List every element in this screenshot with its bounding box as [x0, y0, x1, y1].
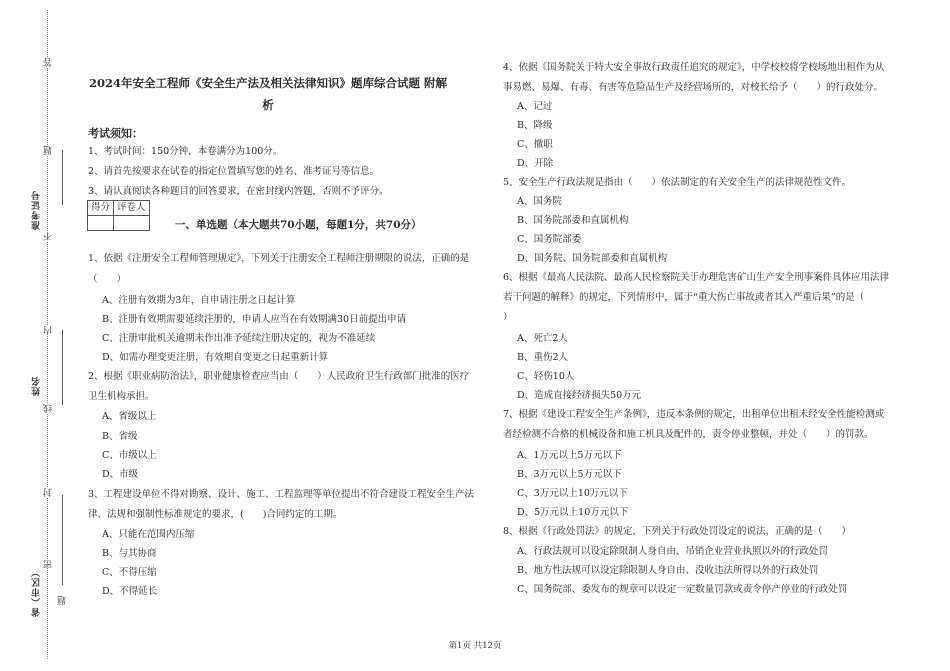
option-line: A、国务院 [517, 196, 562, 207]
option-line: A、注册有效期为3年，自申请注册之日起计算 [102, 295, 296, 306]
question-line: 事易燃、易爆、有毒、有害等危险品生产及经营场所的，对校长给予（ ）的行政处分。 [503, 82, 884, 93]
option-line: D、5万元以上10万元以下 [517, 507, 629, 518]
name-line [62, 330, 63, 405]
margin-char-da: 答 [44, 58, 54, 67]
margin-char-ti-bottom: 题 [58, 596, 68, 605]
option-line: B、注册有效期需要延续注册的，申请人应当在有效期满30日前提出申请 [102, 314, 407, 325]
option-line: B、国务院部委和直属机构 [517, 215, 629, 226]
option-line: A、1万元以上5万元以下 [517, 450, 622, 461]
page-title [88, 72, 448, 116]
option-line: C、撤职 [517, 139, 553, 150]
margin-char-nei: 内 [44, 326, 54, 335]
section-heading: 一、单选题（本大题共70小题，每题1分，共70分） [175, 219, 422, 231]
option-line: C、国务院部委 [517, 234, 582, 245]
page-footer: 第1页 共12页 [448, 641, 502, 651]
option-line: A、记过 [517, 101, 553, 112]
exam-note-1: 1、考试时间：150分钟，本卷满分为100分。 [88, 146, 283, 157]
question-line: 6、根据《最高人民法院、最高人民检察院关于办理危害矿山生产安全刑事案件具体应用法律 [503, 272, 890, 283]
margin-char-bu: 不 [44, 232, 54, 241]
question-line: 若干问题的解释》的规定，下列情形中，属于“重大伤亡事故或者其入严重后果”的是（ [503, 292, 865, 303]
option-line: C、市级以上 [102, 450, 157, 461]
exam-no-line [62, 150, 63, 205]
page-title-line-1: 2024年安全工程师《安全生产法及相关法律知识》题库综合试题 附解 [88, 76, 447, 90]
page-title-line-2: 析 [262, 98, 274, 112]
option-line: D、开除 [517, 158, 554, 169]
margin-char-ti-top: 题 [44, 146, 54, 155]
exam-number-label: 准考证号 [32, 190, 42, 230]
option-line: C、国务院部、委发布的规章可以设定一定数量罚款或责令停产停业的行政处罚 [517, 584, 848, 595]
option-line: D、不得延长 [102, 586, 158, 597]
question-line: 4、依据《国务院关于特大安全事故行政责任追究的规定》，中学校校将学校场地出租作为从 [503, 62, 885, 73]
question-line: 1、依据《注册安全工程师管理规定》，下列关于注册安全工程师注册期限的说法，正确的是 [88, 253, 470, 264]
question-line: 3、工程建设单位不得对勘察、设计、施工、工程监理等单位提出不符合建设工程安全生产法 [88, 489, 475, 500]
region-line [62, 495, 63, 585]
option-line: C、轻伤10人 [517, 371, 575, 382]
option-line: C、3万元以上10万元以下 [517, 488, 628, 499]
question-line: ） [503, 312, 513, 323]
option-line: C、不得压缩 [102, 567, 157, 578]
region-label: 省（市区） [32, 567, 42, 617]
margin-char-xian: 线 [44, 404, 54, 413]
option-line: D、市级 [102, 469, 139, 480]
option-line: B、降级 [517, 120, 553, 131]
question-line: 8、根据《行政处罚法》的规定，下列关于行政处罚设定的说法，正确的是（ ） [503, 526, 852, 537]
question-line: 卫生机构承担。 [88, 391, 155, 402]
option-line: A、省级以上 [102, 411, 157, 422]
question-line: 5、安全生产行政法规是指由（ ）依法制定的有关安全生产的法律规范性文件。 [503, 177, 852, 188]
question-line: 者经检测不合格的机械设备和施工机具及配件的，责令停业整顿，并处（ ）的罚款。 [503, 429, 874, 440]
question-line: 7、根据《建设工程安全生产条例》，违反本条例的规定，出租单位出租未经安全性能检测或 [503, 409, 885, 420]
option-line: B、地方性法规可以设定除限制人身自由、没收违法所得以外的行政处罚 [517, 565, 819, 576]
option-line: B、3万元以上5万元以下 [517, 469, 622, 480]
option-line: D、国务院、国务院部委和直属机构 [517, 253, 668, 264]
grader-cell-value [114, 216, 150, 231]
question-line: （ ） [88, 274, 127, 285]
exam-note-2: 2、请首先按要求在试卷的指定位置填写您的姓名、准考证号等信息。 [88, 166, 380, 177]
option-line: B、与其协商 [102, 548, 157, 559]
option-line: B、省级 [102, 431, 138, 442]
margin-char-feng: 封 [44, 488, 54, 497]
question-line: 2、根据《职业病防治法》，职业健康检查应当由（ ）人民政府卫生行政部门批准的医疗 [88, 371, 470, 382]
option-line: D、如需办理变更注册，有效期自变更之日起重新计算 [102, 352, 329, 363]
option-line: D、造成直接经济损失50万元 [517, 390, 642, 401]
score-table [87, 200, 150, 231]
margin-char-mi: 密 [44, 560, 54, 569]
score-cell-value [88, 216, 114, 231]
option-line: A、行政法规可以设定除限制人身自由、吊销企业营业执照以外的行政处罚 [517, 546, 828, 557]
question-line: 律、法规和强制性标准规定的要求，( )合同约定的工期。 [88, 509, 343, 520]
option-line: A、死亡2人 [517, 333, 568, 344]
option-line: A、只能在范围内压缩 [102, 529, 195, 540]
option-line: C、注册审批机关逾期未作出准予延续注册决定的，视为不准延续 [102, 333, 376, 344]
name-label: 姓名 [32, 376, 42, 396]
score-cell-label: 得分 [88, 201, 114, 216]
option-line: B、重伤2人 [517, 352, 569, 363]
exam-notes-heading: 考试须知： [88, 127, 143, 140]
grader-cell-label: 评卷人 [114, 201, 150, 216]
exam-note-3: 3、请认真阅读各种题目的回答要求，在密封线内答题，否则不予评分。 [88, 186, 389, 197]
